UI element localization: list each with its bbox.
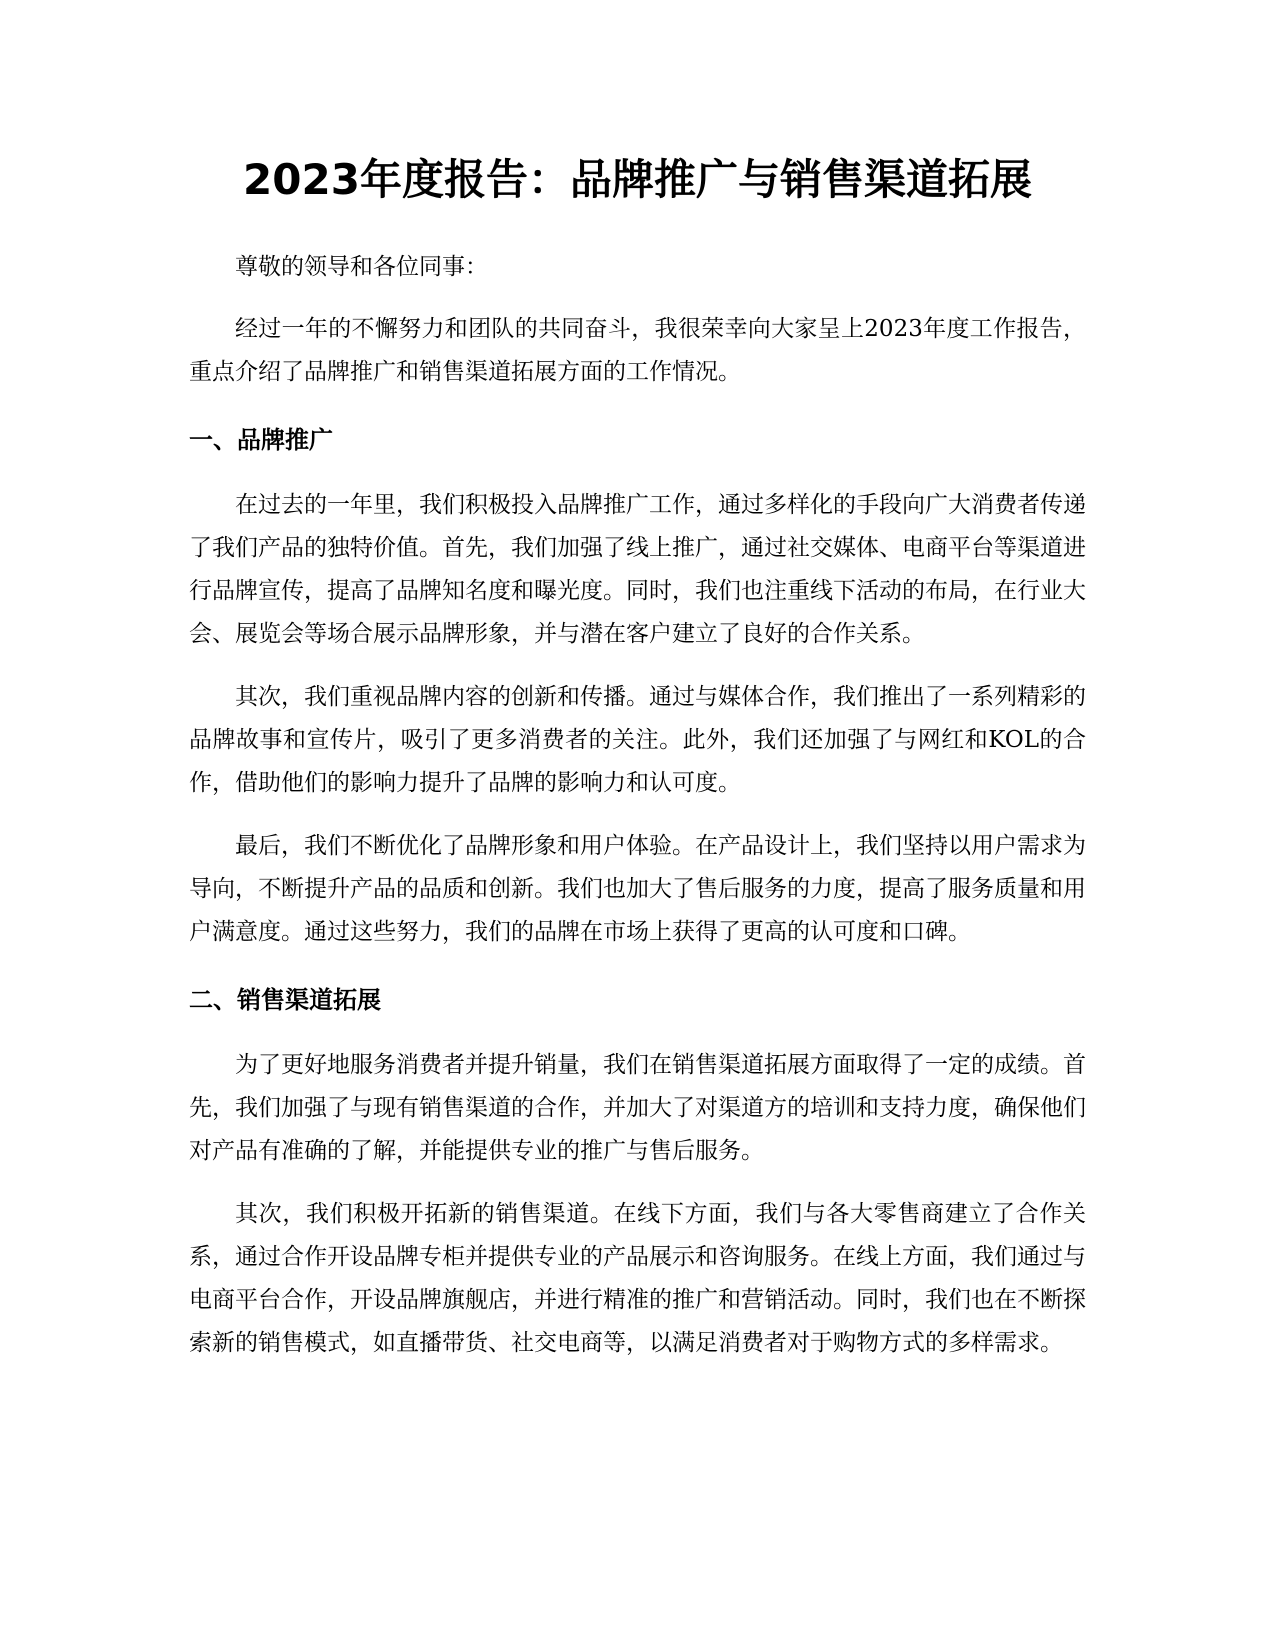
body-paragraph: 最后，我们不断优化了品牌形象和用户体验。在产品设计上，我们坚持以用户需求为导向，不断提升产品的品质和创新。我们也加大了售后服务的力度，提高了服务质量和用户满意度。通过这些努力，我们的品牌在市场上获得了更高的认可度和口碑。 — [189, 833, 1086, 945]
document-title: 2023年度报告：品牌推广与销售渠道拓展 — [243, 155, 1032, 204]
section-brand-promotion — [189, 420, 1086, 954]
intro-paragraph: 经过一年的不懈努力和团队的共同奋斗，我很荣幸向大家呈上2023年度工作报告，重点介绍了品牌推广和销售渠道拓展方面的工作情况。 — [189, 316, 1086, 385]
section-heading: 二、销售渠道拓展 — [189, 986, 381, 1014]
salutation: 尊敬的领导和各位同事： — [235, 254, 488, 280]
section-sales-channels — [189, 980, 1086, 1365]
document-page — [189, 140, 1086, 1385]
body-paragraph: 其次，我们重视品牌内容的创新和传播。通过与媒体合作，我们推出了一系列精彩的品牌故事和宣传片，吸引了更多消费者的关注。此外，我们还加强了与网红和KOL的合作，借助他们的影响力提升了品牌的影响力和认可度。 — [189, 684, 1086, 796]
body-paragraph: 其次，我们积极开拓新的销售渠道。在线下方面，我们与各大零售商建立了合作关系，通过合作开设品牌专柜并提供专业的产品展示和咨询服务。在线上方面，我们通过与电商平台合作，开设品牌旗舰店，并进行精准的推广和营销活动。同时，我们也在不断探索新的销售模式，如直播带货、社交电商等，以满足消费者对于购物方式的多样需求。 — [189, 1201, 1086, 1356]
body-paragraph: 在过去的一年里，我们积极投入品牌推广工作，通过多样化的手段向广大消费者传递了我们产品的独特价值。首先，我们加强了线上推广，通过社交媒体、电商平台等渠道进行品牌宣传，提高了品牌知名度和曝光度。同时，我们也注重线下活动的布局，在行业大会、展览会等场合展示品牌形象，并与潜在客户建立了良好的合作关系。 — [189, 492, 1086, 647]
body-paragraph: 为了更好地服务消费者并提升销量，我们在销售渠道拓展方面取得了一定的成绩。首先，我们加强了与现有销售渠道的合作，并加大了对渠道方的培训和支持力度，确保他们对产品有准确的了解，并能提供专业的推广与售后服务。 — [189, 1052, 1086, 1164]
section-heading: 一、品牌推广 — [189, 426, 333, 454]
